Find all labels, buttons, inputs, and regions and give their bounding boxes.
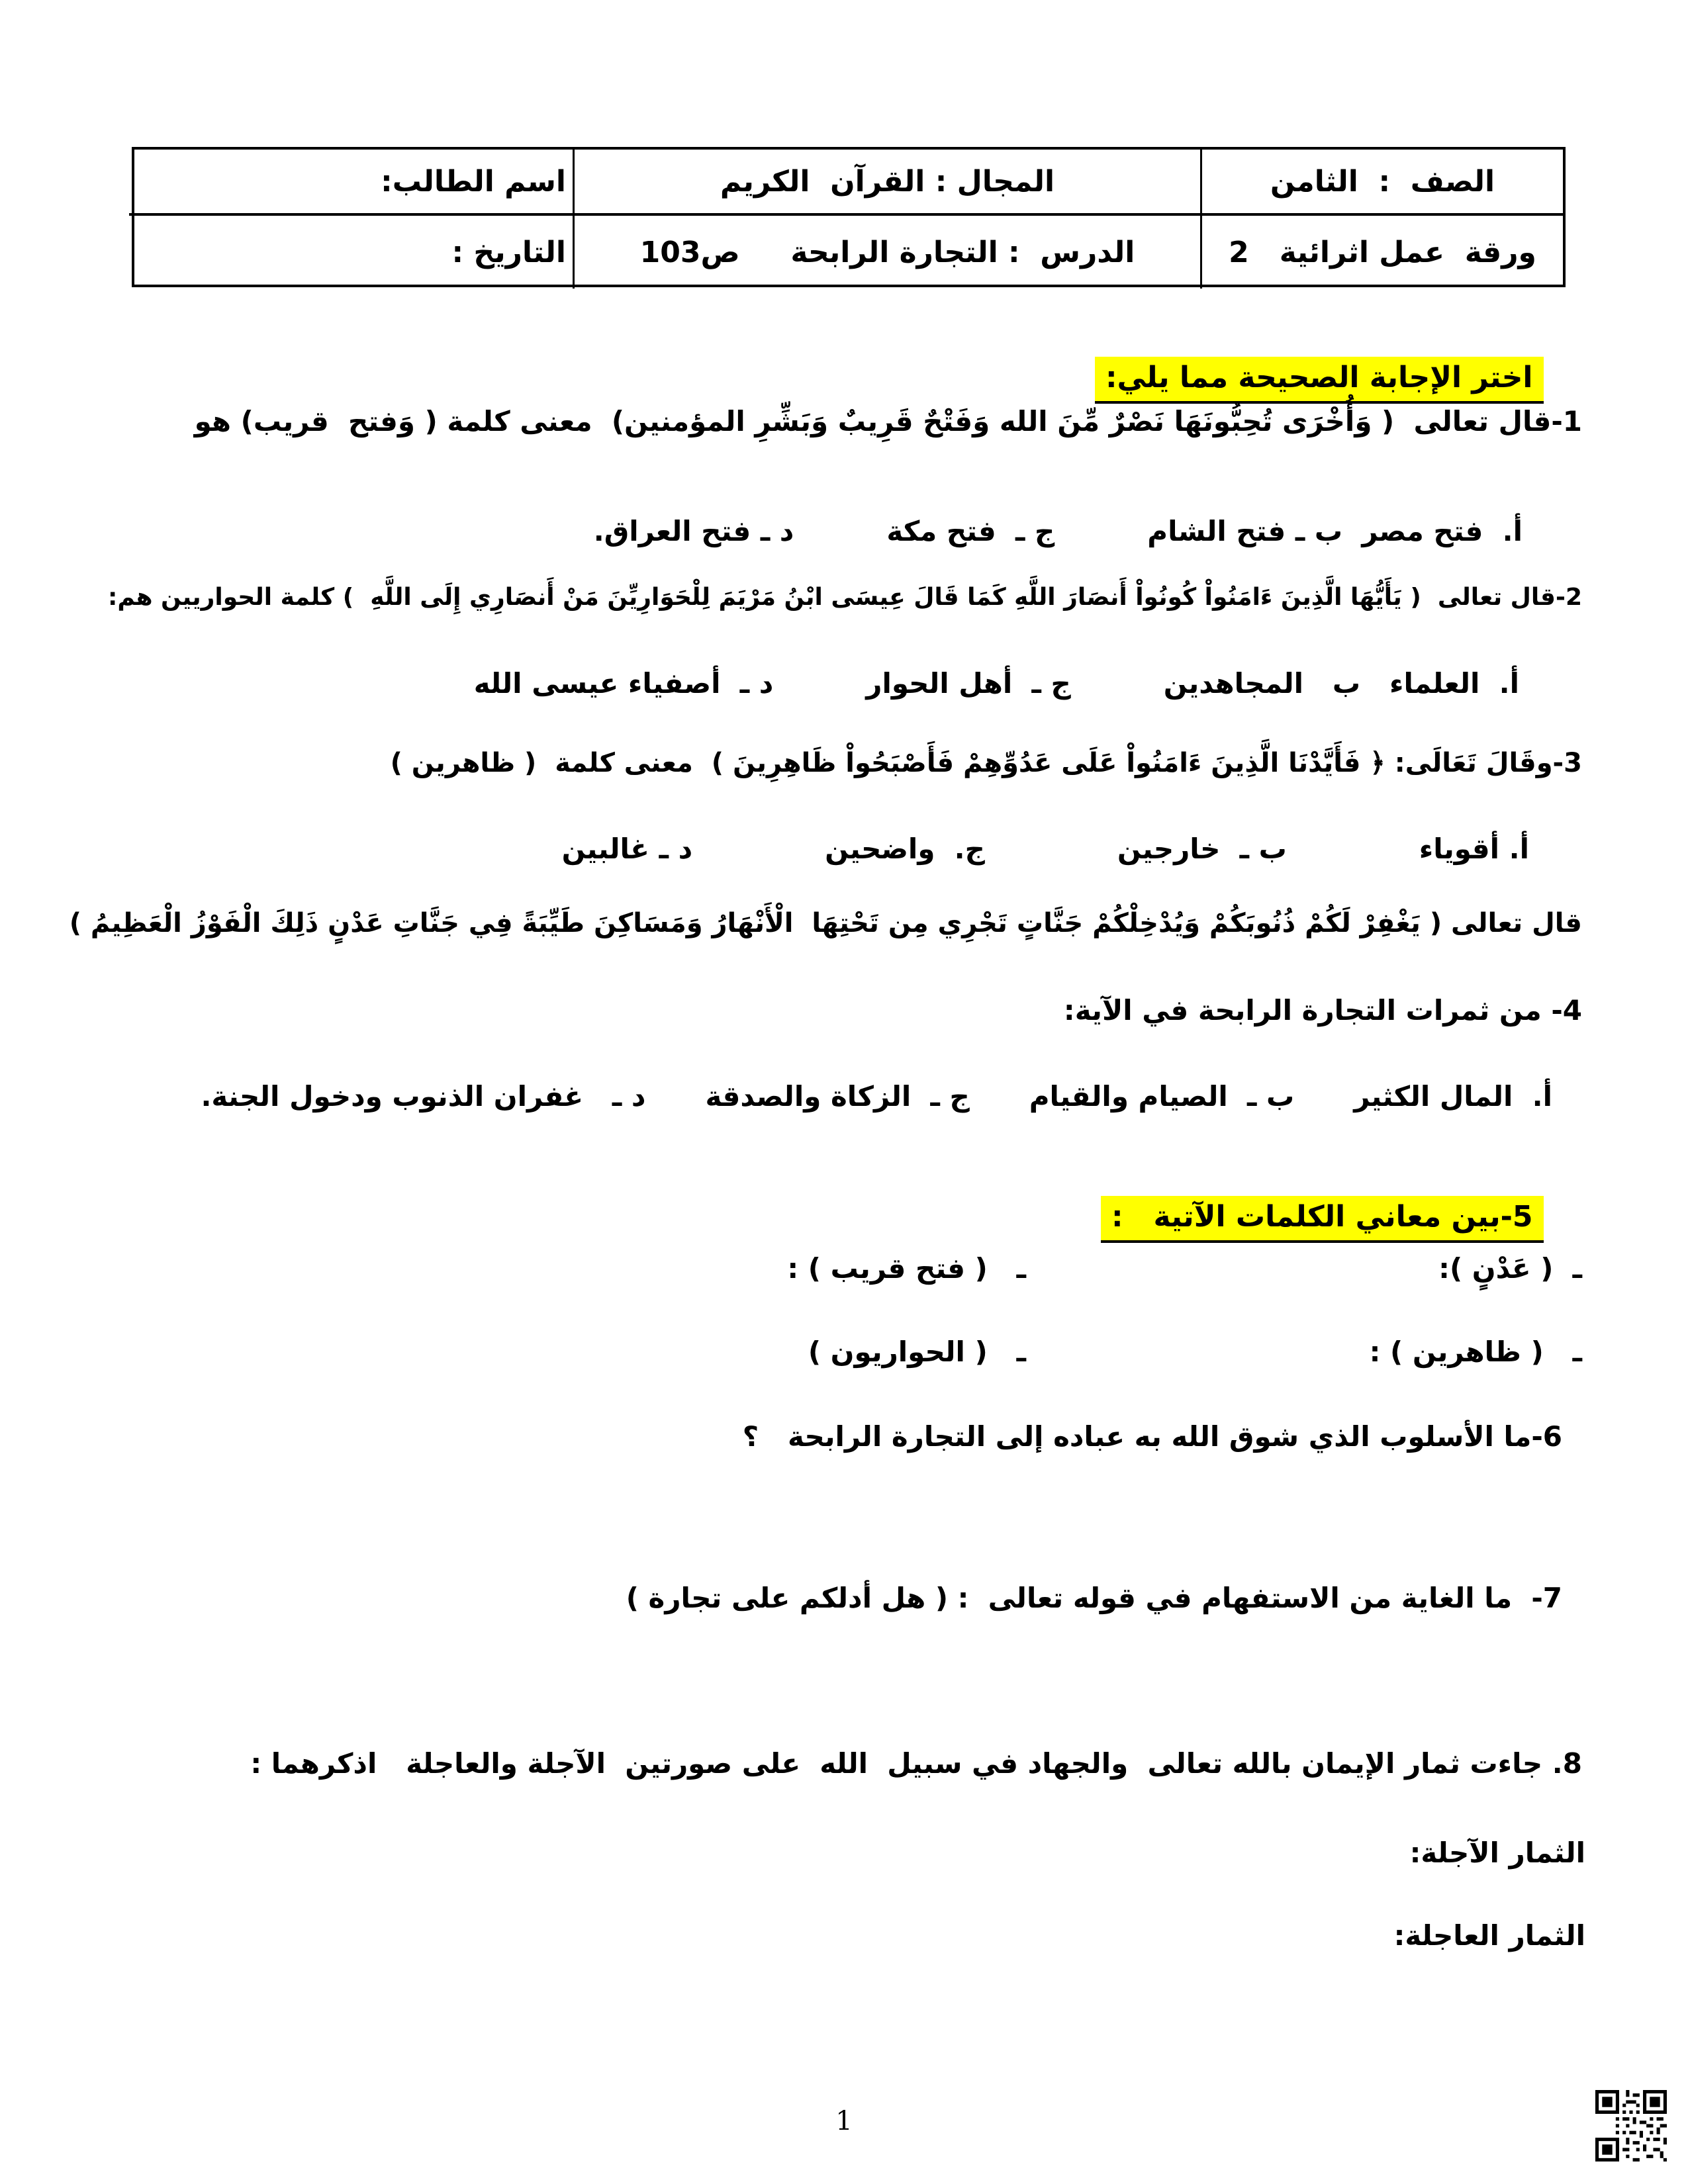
question-3: 3-وقَالَ تَعَالَى: ﴿ فَأَيَّدْنَا الَّذِينَ ءَامَنُواْ عَلَى عَدُوِّهِمْ فَأَصْبَحُواْ ظَاهِرِينَ ) معنى كلمة ( ظاهرين ) [390,748,1582,778]
student-name-cell: اسم الطالب: [381,164,566,199]
q2-option-c: ج ـ أهل الحوار [866,667,1071,700]
page-number: 1 [835,2106,853,2136]
q1-option-d: د ـ فتح العراق. [593,515,794,547]
question-1: 1-قال تعالى ( وَأُخْرَى تُحِبُّونَهَا نَصْرٌ مِّنَ الله وَفَتْحٌ قَرِيبٌ وَبَشِّرِ المؤمنين) معنى كلمة ( وَفتح قريب) هو [194,405,1582,437]
vocab-term-adn: ـ ( عَدْنٍ ): [1438,1252,1582,1285]
q3-option-b: ب ـ خارجين [1117,833,1287,865]
vocab-term-hawariyyun: ـ ( الحواريون ) [808,1336,1026,1368]
quran-verse: قال تعالى ( يَغْفِرْ لَكُمْ ذُنُوبَكُمْ وَيُدْخِلْكُمْ جَنَّاتٍ تَجْرِي مِن تَحْتِهَا الْأَنْهَارُ وَمَسَاكِنَ طَيِّبَةً فِي جَنَّاتِ عَدْنٍ ذَلِكَ الْفَوْزُ الْعَظِيمُ ) [69,908,1582,938]
vocab-row-1 [106,1252,1582,1285]
q3-option-a: أ. أقوياء [1419,833,1529,865]
immediate-fruits-label: الثمار العاجلة: [1393,1919,1585,1952]
q4-option-c: ج ـ الزكاة والصدقة [705,1080,970,1113]
question-3-options [562,833,1529,865]
date-cell: التاريخ : [129,213,573,289]
q1-option-a-b: أ. فتح مصر ب ـ فتح الشام [1147,515,1523,547]
class-cell: الصف : الثامن [1200,150,1563,213]
vocab-row-2 [106,1336,1582,1368]
deferred-fruits-label: الثمار الآجلة: [1409,1837,1585,1869]
question-7: 7- ما الغاية من الاستفهام في قوله تعالى : ( هل أدلكم على تجارة ) [626,1582,1562,1614]
lesson-cell: الدرس : التجارة الرابحة ص103 [573,213,1200,289]
question-5-heading: 5-بين معاني الكلمات الآتية : [1101,1196,1544,1243]
question-6: 6-ما الأسلوب الذي شوق الله به عباده إلى التجارة الرابحة ؟ [742,1420,1562,1453]
instruction-heading: اختر الإجابة الصحيحة مما يلي: [1095,357,1544,404]
question-1-options [594,515,1523,547]
q3-option-d: د ـ غالبين [561,833,693,865]
question-4: 4- من ثمرات التجارة الرابحة في الآية: [1063,994,1582,1026]
q2-option-a-b: أ. العلماء ب المجاهدين [1163,667,1519,700]
question-2: 2-قال تعالى ( يَأَيُّهَا الَّذِينَ ءَامَنُواْ كُونُواْ أَنصَارَ اللَّهِ كَمَا قَالَ عِيسَى ابْنُ مَرْيَمَ لِلْحَوَارِيِّنَ مَنْ أَنصَارِي إِلَى اللَّهِ ) كلمة الحواريين هم: [107,584,1582,611]
question-8: 8. جاءت ثمار الإيمان بالله تعالى والجهاد في سبيل الله على صورتين الآجلة والعاجلة اذكرهما : [250,1747,1582,1780]
question-2-options [474,667,1519,700]
q4-option-d: د ـ غفران الذنوب ودخول الجنة. [201,1080,646,1113]
question-4-options [201,1080,1552,1113]
vocab-term-fath-qarib: ـ ( فتح قريب ) : [787,1252,1026,1285]
qr-code [1595,2090,1667,2161]
worksheet-cell: ورقة عمل اثرائية 2 [1200,213,1563,289]
q2-option-d: د ـ أصفياء عيسى الله [473,667,774,700]
q4-option-a: أ. المال الكثير [1354,1080,1552,1113]
q1-option-c: ج ـ فتح مكة [886,515,1055,547]
q4-option-b: ب ـ الصيام والقيام [1029,1080,1295,1113]
header-table [132,147,1566,287]
vocab-term-dhahirin: ـ ( ظاهرين ) : [1369,1336,1582,1368]
q3-option-c: ج. واضحين [825,833,985,865]
subject-cell: المجال : القرآن الكريم [573,150,1200,213]
